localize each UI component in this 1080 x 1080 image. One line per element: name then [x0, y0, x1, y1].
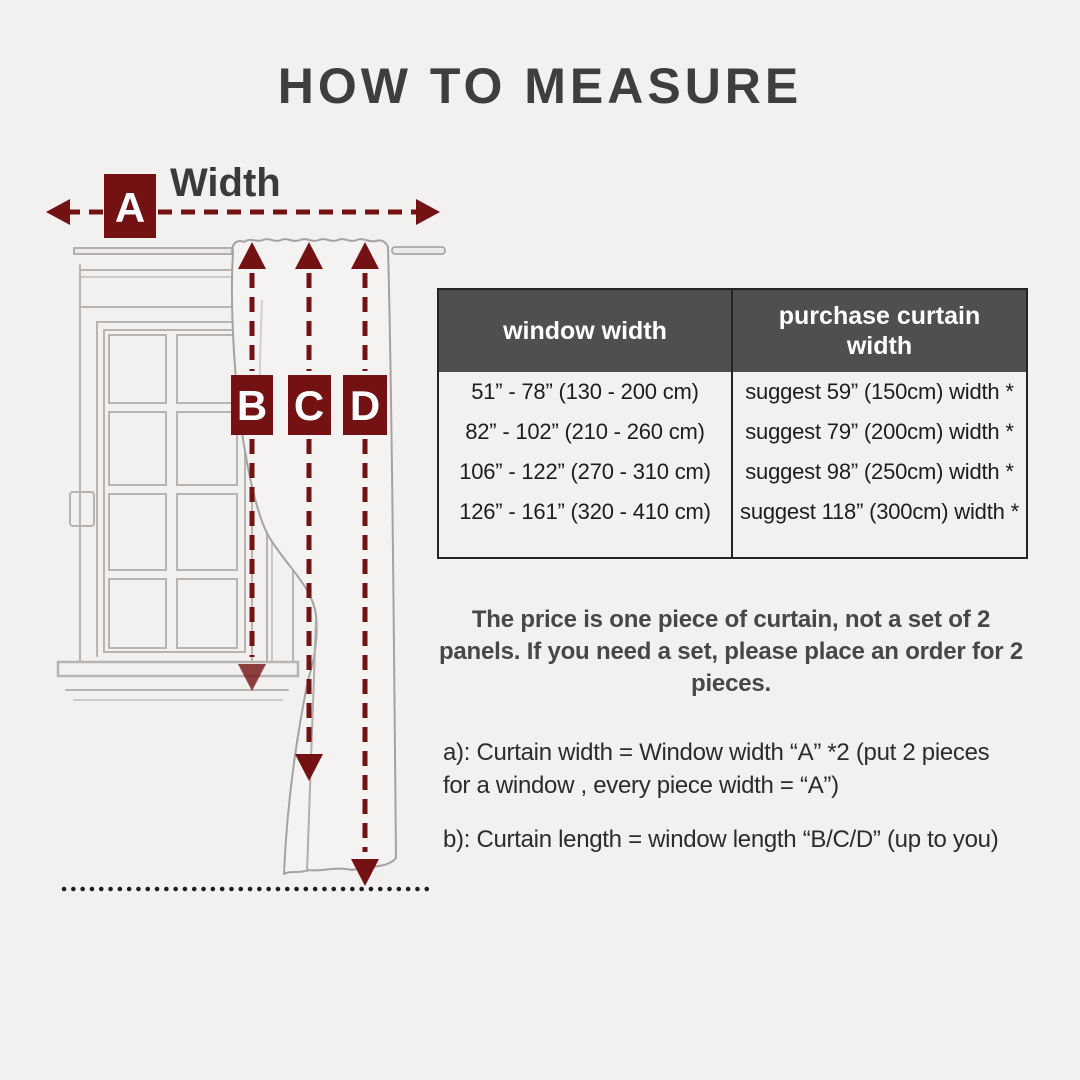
marker-letter-a: A: [114, 184, 146, 231]
arrowhead-left: [46, 199, 70, 225]
price-note-line: panels. If you need a set, please place an order for 2: [438, 638, 1024, 665]
size-table: [437, 288, 1028, 559]
note-a-line: for a window , every piece width = “A”): [443, 772, 839, 799]
marker-box-b: [231, 375, 273, 435]
marker-letter-b: B: [236, 382, 268, 429]
price-note-line: The price is one piece of curtain, not a set of 2: [471, 606, 991, 633]
width-label: Width: [170, 161, 281, 205]
table-row: [439, 412, 1026, 452]
cell-purchase-width: suggest 118” (300cm) width *: [731, 492, 1026, 532]
note-curtain-length: b): Curtain length = window length “B/C/D” (up to you): [443, 826, 999, 853]
marker-letter-c: C: [293, 382, 325, 429]
note-curtain-width: [443, 736, 1043, 802]
marker-box-a: [104, 174, 156, 238]
header-purchase-width: purchase curtain width: [731, 290, 1026, 372]
cell-purchase-width: suggest 59” (150cm) width *: [731, 372, 1026, 412]
table-row: [439, 492, 1026, 532]
cell-window-width: 82” - 102” (210 - 260 cm): [465, 419, 705, 444]
cell-window-width: 126” - 161” (320 - 410 cm): [459, 499, 711, 524]
price-note-line: pieces.: [691, 670, 771, 697]
table-row: [439, 452, 1026, 492]
arrowhead-right: [416, 199, 440, 225]
marker-box-c: [288, 375, 331, 435]
size-table-header: [439, 290, 1026, 372]
cell-window-width: 51” - 78” (130 - 200 cm): [471, 379, 699, 404]
cell-window-width: 106” - 122” (270 - 310 cm): [459, 459, 711, 484]
cell-purchase-width: suggest 98” (250cm) width *: [731, 452, 1026, 492]
price-note: [426, 604, 1036, 700]
note-a-line: a): Curtain width = Window width “A” *2 (put 2 pieces: [443, 739, 990, 766]
table-row: [439, 372, 1026, 412]
page-title: HOW TO MEASURE: [277, 58, 803, 114]
cell-purchase-width: suggest 79” (200cm) width *: [731, 412, 1026, 452]
marker-box-d: [343, 375, 387, 435]
marker-letter-d: D: [349, 382, 381, 429]
header-window-width: window width: [503, 317, 667, 345]
curtain-panel: [232, 239, 396, 874]
table-filler-row: [439, 532, 1026, 559]
